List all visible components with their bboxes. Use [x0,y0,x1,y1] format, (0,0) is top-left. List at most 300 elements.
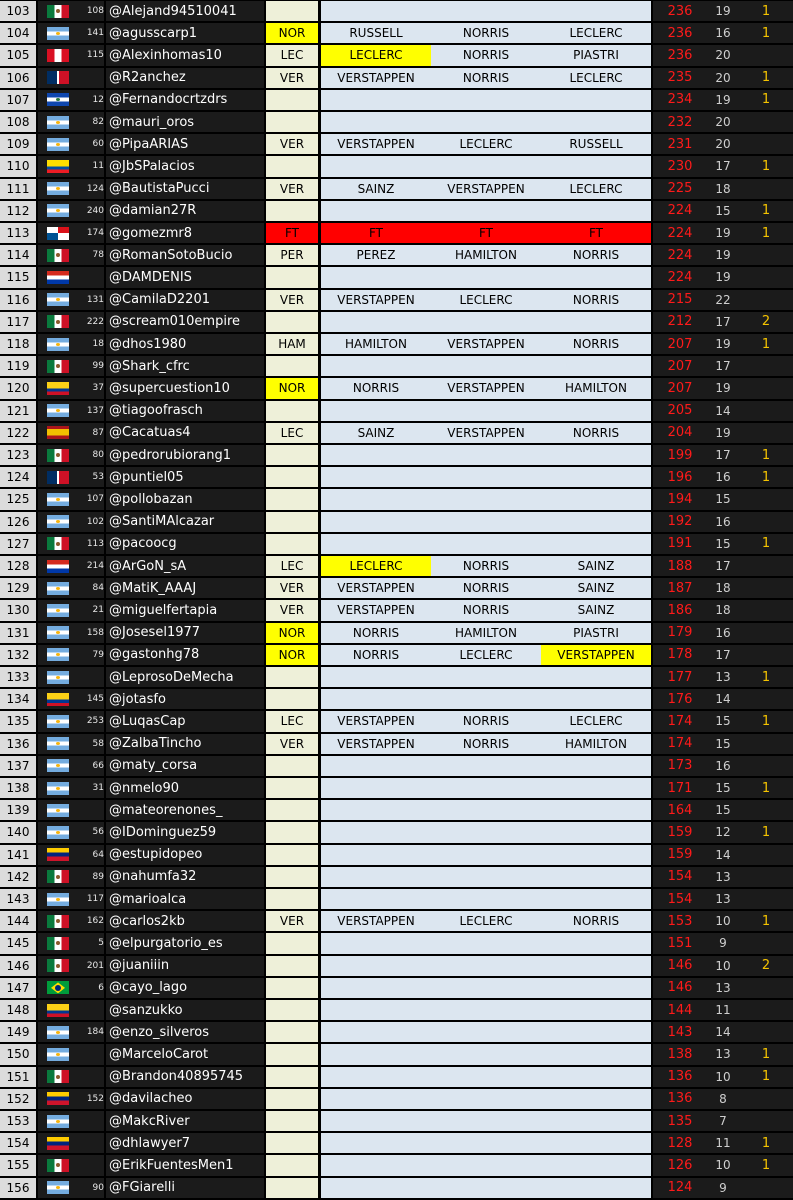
table-row [0,799,793,821]
pick-abbrev-cell [266,90,318,110]
pick-abbrev-cell [266,512,318,532]
table-row [0,622,793,644]
count-cell: 19 [707,1,739,21]
username-cell: @Cacatuas4 [106,423,264,443]
count-cell: 16 [707,512,739,532]
username-cell: @puntiel05 [106,467,264,487]
pick-second-cell [431,445,541,465]
count-cell: 14 [707,1022,739,1042]
bonus-cell [739,734,793,754]
pick-second-cell: LECLERC [431,645,541,665]
flag-pe-icon [47,49,69,62]
pick-third-cell: SAINZ [541,578,651,598]
pick-third-cell: NORRIS [541,911,651,931]
pick-third-cell [541,1000,651,1020]
pick-third-cell [541,1111,651,1131]
flag-mx-icon [47,937,69,950]
pick-abbrev-cell [266,756,318,776]
pick-first-cell [321,201,431,221]
pick-first-cell [321,867,431,887]
pick-third-cell [541,201,651,221]
points-cell: 128 [653,1133,707,1153]
points-cell: 224 [653,267,707,287]
pick-second-cell [431,1089,541,1109]
pick-first-cell: VERSTAPPEN [321,578,431,598]
pick-second-cell [431,956,541,976]
bonus-cell [739,112,793,132]
bonus-cell: 1 [739,23,793,43]
points-cell: 224 [653,245,707,265]
pick-second-cell [431,889,541,909]
pick-first-cell [321,1,431,21]
count-cell: 13 [707,889,739,909]
position-cell: 146 [0,956,36,976]
flag-ar-icon [47,138,69,151]
pick-second-cell: NORRIS [431,68,541,88]
points-cell: 188 [653,556,707,576]
pick-third-cell [541,1133,651,1153]
pick-first-cell: LECLERC [321,45,431,65]
flag-cell [38,1133,78,1153]
points-cell: 143 [653,1022,707,1042]
number-cell: 90 [78,1178,104,1198]
number-cell: 87 [78,423,104,443]
points-cell: 171 [653,778,707,798]
flag-ar-icon [47,715,69,728]
flag-cell [38,68,78,88]
flag-cell [38,90,78,110]
flag-cell [38,112,78,132]
flag-do-icon [47,71,69,84]
username-cell: @LeprosoDeMecha [106,667,264,687]
points-cell: 205 [653,401,707,421]
pick-second-cell [431,534,541,554]
username-cell: @scream010empire [106,312,264,332]
pick-first-cell [321,1044,431,1064]
pick-second-cell: NORRIS [431,578,541,598]
pick-abbrev-cell [266,1133,318,1153]
table-row [0,222,793,244]
table-row [0,533,793,555]
points-cell: 178 [653,645,707,665]
pick-abbrev-cell: LEC [266,45,318,65]
username-cell: @MatiK_AAAJ [106,578,264,598]
pick-second-cell: NORRIS [431,556,541,576]
position-cell: 137 [0,756,36,776]
number-cell: 79 [78,645,104,665]
flag-br-icon [47,981,69,994]
pick-third-cell [541,1089,651,1109]
pick-third-cell [541,489,651,509]
count-cell: 19 [707,245,739,265]
position-cell: 118 [0,334,36,354]
pick-second-cell [431,778,541,798]
username-cell: @Josesel1977 [106,623,264,643]
pick-first-cell [321,756,431,776]
points-cell: 194 [653,489,707,509]
pick-second-cell [431,1133,541,1153]
position-cell: 142 [0,867,36,887]
count-cell: 16 [707,756,739,776]
flag-ve-icon [47,1092,69,1105]
bonus-cell [739,1111,793,1131]
number-cell [78,1067,104,1087]
pick-first-cell [321,356,431,376]
table-row [0,1132,793,1154]
pick-first-cell [321,978,431,998]
count-cell: 16 [707,623,739,643]
points-cell: 230 [653,156,707,176]
bonus-cell [739,245,793,265]
table-row [0,1110,793,1132]
points-cell: 231 [653,134,707,154]
username-cell: @CamilaD2201 [106,290,264,310]
position-cell: 109 [0,134,36,154]
pick-second-cell [431,267,541,287]
pick-third-cell: PIASTRI [541,45,651,65]
flag-cell [38,1044,78,1064]
number-cell: 80 [78,445,104,465]
bonus-cell [739,423,793,443]
position-cell: 108 [0,112,36,132]
username-cell: @pedrorubiorang1 [106,445,264,465]
pick-abbrev-cell: LEC [266,711,318,731]
position-cell: 136 [0,734,36,754]
bonus-cell: 1 [739,711,793,731]
pick-third-cell: PIASTRI [541,623,651,643]
flag-cell [38,423,78,443]
pick-first-cell [321,467,431,487]
points-cell: 235 [653,68,707,88]
points-cell: 186 [653,600,707,620]
username-cell: @davilacheo [106,1089,264,1109]
username-cell: @mauri_oros [106,112,264,132]
number-cell: 37 [78,378,104,398]
count-cell: 19 [707,90,739,110]
pick-abbrev-cell [266,800,318,820]
count-cell: 19 [707,423,739,443]
position-cell: 135 [0,711,36,731]
points-cell: 126 [653,1155,707,1175]
pick-second-cell: FT [431,223,541,243]
pick-first-cell [321,845,431,865]
pick-abbrev-cell: HAM [266,334,318,354]
pick-first-cell: RUSSELL [321,23,431,43]
flag-cell [38,1022,78,1042]
pick-abbrev-cell [266,956,318,976]
number-cell [78,800,104,820]
points-cell: 174 [653,711,707,731]
count-cell: 15 [707,734,739,754]
flag-cell [38,1111,78,1131]
position-cell: 126 [0,512,36,532]
flag-ar-icon [47,404,69,417]
pick-abbrev-cell: NOR [266,623,318,643]
points-cell: 207 [653,378,707,398]
pick-third-cell [541,1,651,21]
count-cell: 10 [707,1067,739,1087]
number-cell: 162 [78,911,104,931]
count-cell: 13 [707,667,739,687]
pick-third-cell [541,467,651,487]
pick-second-cell [431,90,541,110]
flag-cell [38,356,78,376]
number-cell: 152 [78,1089,104,1109]
flag-cell [38,267,78,287]
points-cell: 164 [653,800,707,820]
pick-abbrev-cell [266,356,318,376]
table-row [0,888,793,910]
username-cell: @cayo_lago [106,978,264,998]
pick-second-cell [431,489,541,509]
pick-third-cell [541,800,651,820]
table-row [0,289,793,311]
pick-abbrev-cell: VER [266,600,318,620]
pick-third-cell [541,312,651,332]
flag-cell [38,401,78,421]
flag-cell [38,711,78,731]
pick-abbrev-cell: NOR [266,23,318,43]
pick-second-cell [431,1000,541,1020]
pick-abbrev-cell [266,867,318,887]
number-cell: 184 [78,1022,104,1042]
number-cell [78,1000,104,1020]
position-cell: 111 [0,179,36,199]
flag-mx-icon [47,537,69,550]
pick-second-cell: NORRIS [431,711,541,731]
pick-second-cell [431,112,541,132]
position-cell: 112 [0,201,36,221]
pick-third-cell [541,112,651,132]
pick-abbrev-cell [266,778,318,798]
pick-abbrev-cell [266,1000,318,1020]
points-cell: 232 [653,112,707,132]
count-cell: 18 [707,600,739,620]
position-cell: 116 [0,290,36,310]
pick-first-cell [321,312,431,332]
number-cell: 141 [78,23,104,43]
bonus-cell [739,645,793,665]
count-cell: 10 [707,1155,739,1175]
count-cell: 16 [707,23,739,43]
username-cell: @mateorenones_ [106,800,264,820]
table-row [0,866,793,888]
flag-py-icon [47,560,69,573]
number-cell: 107 [78,489,104,509]
points-cell: 151 [653,933,707,953]
pick-second-cell [431,1067,541,1087]
username-cell: @Alexinhomas10 [106,45,264,65]
count-cell: 19 [707,334,739,354]
pick-second-cell [431,867,541,887]
bonus-cell [739,512,793,532]
bonus-cell [739,179,793,199]
flag-py-icon [47,271,69,284]
pick-first-cell [321,489,431,509]
pick-second-cell: HAMILTON [431,245,541,265]
table-row [0,1066,793,1088]
number-cell: 58 [78,734,104,754]
number-cell: 124 [78,179,104,199]
pick-first-cell: VERSTAPPEN [321,600,431,620]
bonus-cell [739,45,793,65]
count-cell: 20 [707,68,739,88]
count-cell: 9 [707,933,739,953]
pick-abbrev-cell: VER [266,68,318,88]
pick-second-cell: LECLERC [431,134,541,154]
table-row [0,67,793,89]
table-row [0,266,793,288]
pick-abbrev-cell [266,267,318,287]
points-cell: 212 [653,312,707,332]
position-cell: 148 [0,1000,36,1020]
points-cell: 146 [653,978,707,998]
position-cell: 144 [0,911,36,931]
pick-first-cell [321,822,431,842]
points-cell: 215 [653,290,707,310]
username-cell: @Brandon40895745 [106,1067,264,1087]
flag-ar-icon [47,604,69,617]
flag-cell [38,489,78,509]
points-cell: 236 [653,1,707,21]
table-row [0,355,793,377]
pick-third-cell [541,756,651,776]
flag-cell [38,1000,78,1020]
pick-first-cell [321,401,431,421]
position-cell: 134 [0,689,36,709]
flag-ar-icon [47,1048,69,1061]
count-cell: 22 [707,290,739,310]
pick-first-cell [321,1178,431,1198]
pick-abbrev-cell [266,822,318,842]
bonus-cell [739,489,793,509]
pick-third-cell [541,667,651,687]
position-cell: 113 [0,223,36,243]
bonus-cell [739,1178,793,1198]
username-cell: @gomezmr8 [106,223,264,243]
table-row [0,777,793,799]
number-cell: 84 [78,578,104,598]
pick-second-cell: LECLERC [431,911,541,931]
pick-first-cell [321,956,431,976]
points-cell: 159 [653,822,707,842]
flag-cell [38,378,78,398]
pick-second-cell: NORRIS [431,600,541,620]
count-cell: 10 [707,911,739,931]
pick-abbrev-cell [266,156,318,176]
pick-second-cell: VERSTAPPEN [431,334,541,354]
points-cell: 224 [653,223,707,243]
points-cell: 191 [653,534,707,554]
bonus-cell: 1 [739,1,793,21]
flag-ar-icon [47,204,69,217]
pick-third-cell: LECLERC [541,179,651,199]
count-cell: 15 [707,778,739,798]
username-cell: @miguelfertapia [106,600,264,620]
pick-abbrev-cell: NOR [266,645,318,665]
table-row [0,910,793,932]
pick-first-cell: HAMILTON [321,334,431,354]
bonus-cell [739,378,793,398]
bonus-cell [739,267,793,287]
pick-abbrev-cell [266,1067,318,1087]
flag-cell [38,933,78,953]
pick-second-cell [431,756,541,776]
table-row [0,511,793,533]
position-cell: 115 [0,267,36,287]
flag-mx-icon [47,360,69,373]
pick-first-cell: FT [321,223,431,243]
bonus-cell: 1 [739,445,793,465]
flag-cell [38,645,78,665]
pick-second-cell: HAMILTON [431,623,541,643]
pick-second-cell [431,845,541,865]
number-cell [78,68,104,88]
username-cell: @supercuestion10 [106,378,264,398]
bonus-cell: 1 [739,1155,793,1175]
count-cell: 20 [707,45,739,65]
table-row [0,89,793,111]
count-cell: 15 [707,489,739,509]
number-cell: 18 [78,334,104,354]
pick-abbrev-cell [266,889,318,909]
table-row [0,844,793,866]
flag-ec-icon [47,160,69,173]
points-cell: 224 [653,201,707,221]
pick-second-cell: NORRIS [431,734,541,754]
pick-first-cell: VERSTAPPEN [321,734,431,754]
count-cell: 15 [707,800,739,820]
points-cell: 174 [653,734,707,754]
username-cell: @agusscarp1 [106,23,264,43]
table-row [0,111,793,133]
username-cell: @ErikFuentesMen1 [106,1155,264,1175]
pick-first-cell [321,90,431,110]
bonus-cell: 1 [739,822,793,842]
table-row [0,422,793,444]
table-row [0,977,793,999]
number-cell: 64 [78,845,104,865]
pick-first-cell [321,667,431,687]
number-cell: 82 [78,112,104,132]
position-cell: 131 [0,623,36,643]
flag-cell [38,445,78,465]
flag-cell [38,1067,78,1087]
number-cell: 12 [78,90,104,110]
username-cell: @Shark_cfrc [106,356,264,376]
username-cell: @sanzukko [106,1000,264,1020]
number-cell: 66 [78,756,104,776]
flag-ar-icon [47,1026,69,1039]
position-cell: 127 [0,534,36,554]
table-row [0,577,793,599]
position-cell: 123 [0,445,36,465]
flag-cell [38,978,78,998]
pick-first-cell: SAINZ [321,179,431,199]
flag-ar-icon [47,293,69,306]
table-row [0,133,793,155]
pick-second-cell [431,312,541,332]
pick-second-cell: VERSTAPPEN [431,179,541,199]
bonus-cell [739,889,793,909]
bonus-cell: 1 [739,911,793,931]
flag-do-icon [47,471,69,484]
position-cell: 106 [0,68,36,88]
pick-third-cell [541,90,651,110]
pick-third-cell [541,978,651,998]
number-cell: 89 [78,867,104,887]
pick-third-cell: NORRIS [541,290,651,310]
